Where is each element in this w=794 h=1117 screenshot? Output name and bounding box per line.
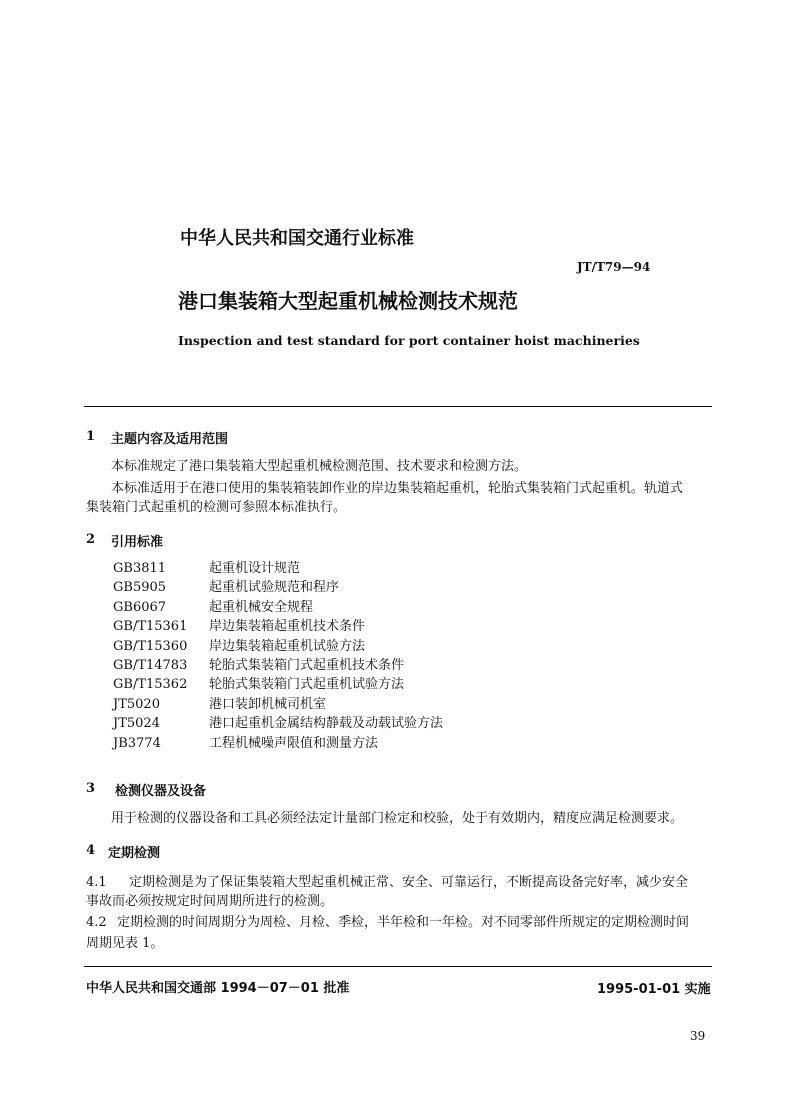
reference-name: 轮胎式集装箱门式起重机技术条件 [209,657,405,673]
reference-list [113,559,443,753]
document-title-en: Inspection and test standard for port container hoist machineries [178,333,640,348]
page-number: 39 [690,1029,706,1043]
reference-code: GB6067 [113,599,167,615]
reference-code: JT5020 [113,696,160,712]
reference-name: 工程机械噪声限值和测量方法 [209,735,379,751]
section-1-title: 主题内容及适用范围 [111,432,229,447]
reference-item [113,637,443,656]
section-1-paragraph-1: 本标准规定了港口集装箱大型起重机械检测范围、技术要求和检测方法。 [111,459,528,474]
footer-divider [84,966,712,967]
clause-4-1-line-2: 事故而必须按规定时间周期所进行的检测。 [86,894,334,909]
reference-item [113,695,443,714]
clause-4-2-number: 4.2 [86,915,107,930]
reference-code: GB/T15361 [113,619,188,635]
reference-item [113,559,443,578]
section-3-title: 检测仪器及设备 [115,784,207,799]
reference-name: 起重机械安全规程 [209,599,314,615]
reference-item [113,675,443,694]
reference-code: JT5024 [113,716,160,732]
reference-name: 轮胎式集装箱门式起重机试验方法 [209,677,405,693]
section-1-paragraph-2-line-1: 本标准适用于在港口使用的集装箱装卸作业的岸边集装箱起重机，轮胎式集装箱门式起重机。轨道式 [111,481,684,496]
reference-name: 港口装卸机械司机室 [209,696,327,712]
section-1-paragraph-2-line-2: 集装箱门式起重机的检测可参照本标准执行。 [86,500,347,515]
reference-item [113,598,443,617]
reference-code: GB/T15362 [113,677,188,693]
reference-code: GB5905 [113,580,167,596]
reference-code: GB/T14783 [113,657,188,673]
approval-note: 中华人民共和国交通部 1994－07－01 批准 [86,981,350,996]
industry-standard-heading: 中华人民共和国交通行业标准 [180,228,414,249]
section-4-title: 定期检测 [108,846,161,861]
clause-4-2-line-2: 周期见表 1。 [86,936,164,951]
section-2-number: 2 [86,532,96,547]
reference-name: 岸边集装箱起重机试验方法 [209,638,366,654]
reference-item [113,656,443,675]
clause-4-1-line-1: 定期检测是为了保证集装箱大型起重机械正常、安全、可靠运行，不断提高设备完好率，减少安全 [129,875,689,890]
section-2-title: 引用标准 [111,535,164,550]
reference-item [113,734,443,753]
section-4-number: 4 [86,843,96,858]
reference-code: GB3811 [113,561,167,576]
reference-name: 起重机设计规范 [209,561,301,576]
reference-name: 港口起重机金属结构静载及动载试验方法 [209,716,444,732]
clause-4-2-line-1: 定期检测的时间周期分为周检、月检、季检，半年检和一年检。对不同零部件所规定的定期检测时间 [117,915,690,930]
reference-item [113,617,443,636]
effective-date: 1995-01-01 实施 [597,982,711,997]
reference-code: GB/T15360 [113,638,188,654]
section-3-paragraph: 用于检测的仪器设备和工具必须经法定计量部门检定和校验，处于有效期内，精度应满足检测要求。 [111,811,684,826]
reference-item [113,578,443,597]
reference-code: JB3774 [113,735,161,751]
section-3-number: 3 [86,781,96,796]
reference-name: 起重机试验规范和程序 [209,580,340,596]
clause-4-1-number: 4.1 [86,875,107,890]
section-1-number: 1 [86,429,96,444]
header-divider [84,406,712,407]
document-title-cn: 港口集装箱大型起重机械检测技术规范 [178,289,518,313]
reference-item [113,714,443,733]
reference-name: 岸边集装箱起重机技术条件 [209,619,366,635]
standard-code: JT/T79—94 [577,260,651,274]
